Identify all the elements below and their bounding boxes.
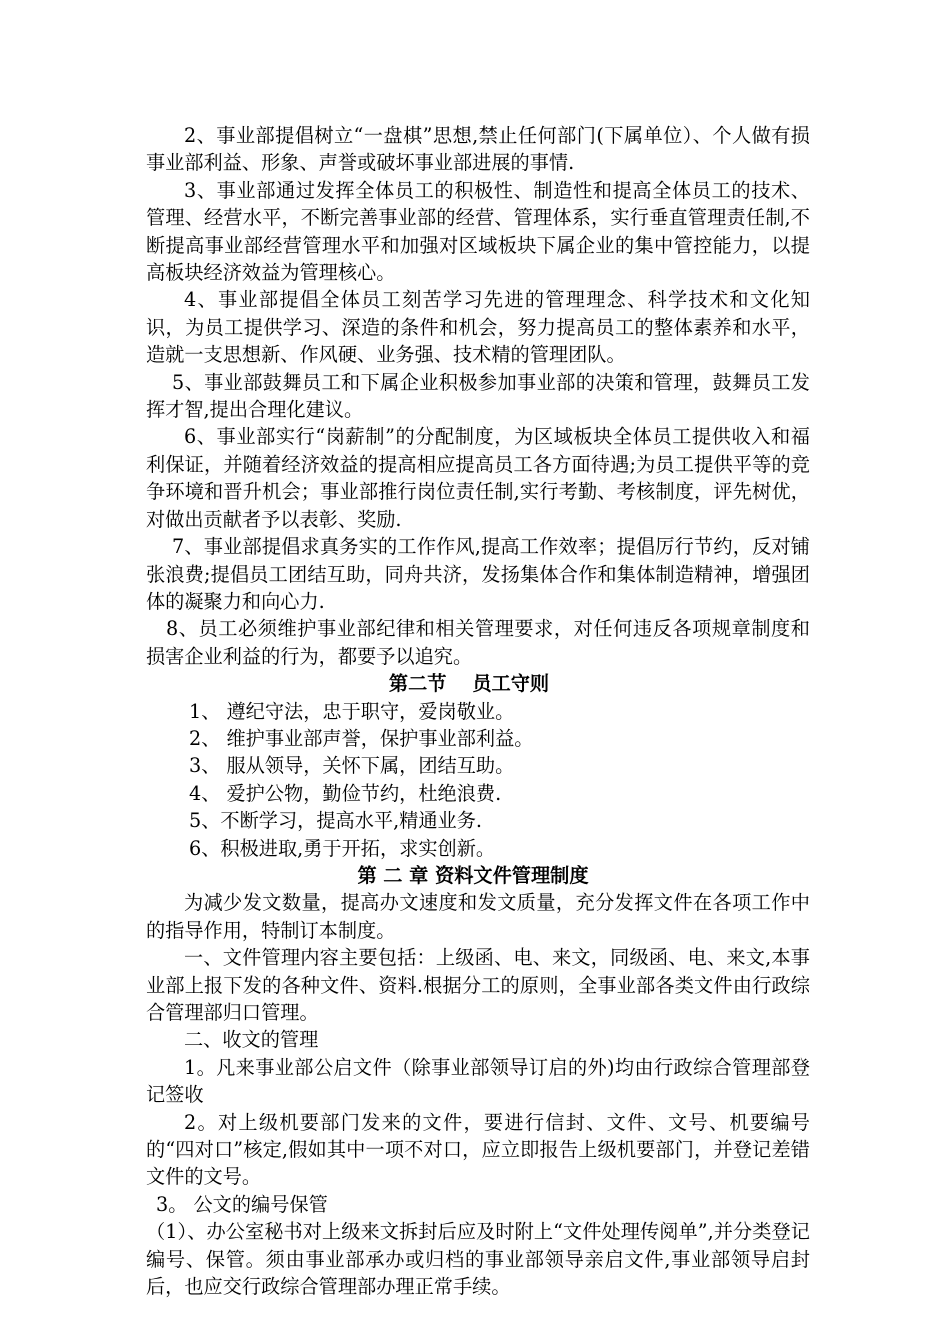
rule-item: 5、不断学习，提高水平,精通业务. — [189, 809, 483, 833]
document-page — [146, 122, 810, 1300]
chapter-paragraph-receiving-2: 2。对上级机要部门发来的文件，要进行信封、文件、文号、机要编号的“四对口”核定,假如其中一项不对口，应立即报告上级机要部门，并登记差错文件的文号。 — [146, 1110, 810, 1189]
chapter-paragraph-receiving-3: 3。 公文的编号保管 — [156, 1192, 328, 1216]
paragraph-6: 6、事业部实行“岗薪制”的分配制度，为区域板块全体员工提供收入和福利保证，并随着经济效益的提高相应提高员工各方面待遇;为员工提供平等的竞争环境和晋升机会；事业部推行岗位责任制,实行考勤、考核制度，评先树优，对做出贡献者予以表彰、奖励. — [146, 425, 810, 531]
paragraph-8: 8、员工必须维护事业部纪律和相关管理要求，对任何违反各项规章制度和损害企业利益的行为，都要予以追究。 — [146, 617, 810, 668]
paragraph-3: 3、事业部通过发挥全体员工的积极性、制造性和提高全体员工的技术、管理、经营水平，不断完善事业部的经营、管理体系，实行垂直管理责任制,不断提高事业部经营管理水平和加强对区域板块下属企业的集中管控能力，以提高板块经济效益为管理核心。 — [146, 178, 810, 285]
chapter-paragraph-intro: 为减少发文数量，提高办文速度和发文质量，充分发挥文件在各项工作中的指导作用，特制订本制度。 — [146, 891, 810, 942]
paragraph-4: 4、事业部提倡全体员工刻苦学习先进的管理理念、科学技术和文化知识，为员工提供学习、深造的条件和机会，努力提高员工的整体素养和水平，造就一支思想新、作风硬、业务强、技术精的管理团队。 — [146, 288, 810, 367]
paragraph-7: 7、事业部提倡求真务实的工作作风,提高工作效率；提倡厉行节约，反对铺张浪费;提倡员工团结互助，同舟共济，发扬集体合作和集体制造精神，增强团体的凝聚力和向心力. — [146, 535, 810, 613]
rule-item: 3、 服从领导，关怀下属，团结互助。 — [189, 754, 515, 778]
section-heading-employee-rules: 第二节 员工守则 — [388, 672, 550, 696]
chapter-heading-document-management: 第 二 章 资料文件管理制度 — [357, 863, 589, 887]
chapter-paragraph-scope: 一、文件管理内容主要包括：上级函、电、来文，同级函、电、来文,本事业部上报下发的各种文件、资料.根据分工的原则，全事业部各类文件由行政综合管理部归口管理。 — [146, 946, 810, 1024]
paragraph-5: 5、事业部鼓舞员工和下属企业积极参加事业部的决策和管理，鼓舞员工发挥才智,提出合理化建议。 — [146, 370, 810, 422]
chapter-subheading-receiving: 二、收文的管理 — [184, 1028, 319, 1052]
chapter-paragraph-receiving-1: 1。凡来事业部公启文件（除事业部领导订启的外)均由行政综合管理部登记签收 — [146, 1055, 810, 1107]
rule-item: 4、 爱护公物，勤俭节约，杜绝浪费. — [189, 781, 502, 805]
rule-item: 2、 维护事业部声誉，保护事业部利益。 — [189, 726, 534, 750]
chapter-paragraph-numbering: （1）、办公室秘书对上级来文拆封后应及时附上“文件处理传阅单”,并分类登记编号、保管。须由事业部承办或归档的事业部领导亲启文件,事业部领导启封后，也应交行政综合管理部办理正常手续。 — [146, 1220, 810, 1299]
paragraph-2: 2、事业部提倡树立“一盘棋”思想,禁止任何部门(下属单位）、个人做有损事业部利益、形象、声誉或破坏事业部进展的事情. — [146, 124, 810, 175]
rule-item: 6、积极进取,勇于开拓，求实创新。 — [189, 836, 496, 860]
rule-item: 1、 遵纪守法，忠于职守，爱岗敬业。 — [189, 699, 515, 723]
